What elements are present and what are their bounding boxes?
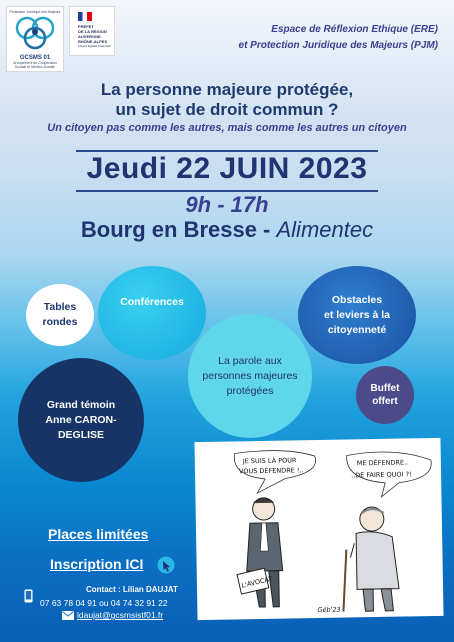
- event-place: [0, 217, 454, 243]
- places-limitees: Places limitées: [48, 526, 149, 542]
- gcsms-emblem-icon: [7, 14, 63, 50]
- gcsms-logo-name: GCSMS 01: [19, 55, 51, 61]
- page-title: [0, 80, 454, 120]
- title-line-1: La personne majeure protégée,: [100, 80, 354, 99]
- contact-email-link[interactable]: ldaujat@gcsmsistf01.fr: [77, 610, 164, 620]
- bubble-buffet: Buffet offert: [356, 366, 414, 424]
- bubble-grand-temoin: Grand témoin Anne CARON-DEGLISE: [18, 358, 144, 482]
- prefet-logo: [69, 6, 115, 56]
- event-venue: Alimentec: [276, 217, 374, 242]
- prefet-logo-text: PRÉFET DE LA RÉGION AUVERGNE- RHÔNE-ALPES Liberté Égalité Fraternité: [78, 24, 111, 48]
- contact-name: Contact : Lilian DAUJAT: [86, 585, 178, 594]
- bubble-tables-rondes: Tables rondes: [26, 284, 94, 346]
- event-hours: 9h - 17h: [185, 192, 269, 217]
- inscription-link[interactable]: Inscription ICI: [50, 556, 144, 572]
- speech-right-line-1: ME DÉFENDRE..: [356, 458, 409, 468]
- event-city: Bourg en Bresse -: [80, 217, 277, 242]
- cartoon-drawing: [194, 438, 443, 620]
- contact-phones: 07 63 78 04 91 ou 04 74 32 91 22: [40, 598, 168, 608]
- click-pointer-icon[interactable]: [157, 556, 175, 574]
- phone-icon: [24, 589, 33, 603]
- bubble-parole: La parole aux personnes majeures protégées: [188, 314, 312, 438]
- bubble-obstacles: Obstacles et leviers à la citoyenneté: [298, 266, 416, 364]
- organizers: [198, 22, 438, 54]
- organizers-line-1: Espace de Réflexion Ethique (ERE): [271, 24, 438, 35]
- event-date: Jeudi 22 JUIN 2023: [86, 152, 368, 185]
- gcsms-logo: [6, 6, 64, 72]
- bubble-conferences: Conférences: [98, 266, 206, 360]
- mail-icon: [62, 611, 74, 620]
- title-line-2: un sujet de droit commun ?: [115, 100, 339, 119]
- subtitle: Un citoyen pas comme les autres, mais comme les autres un citoyen: [47, 122, 407, 134]
- cartoon-illustration: [194, 438, 443, 620]
- organizers-line-2: et Protection Juridique des Majeurs (PJM): [238, 40, 438, 51]
- marianne-flag-icon: [78, 12, 92, 21]
- gcsms-logo-tagline: Groupement de Coopération Sociale et Médico-Sociale: [12, 61, 58, 69]
- gcsms-logo-top-text: Protection Juridique des Majeurs: [9, 10, 61, 14]
- speech-left-line-2: VOUS DÉFENDRE !..: [238, 466, 304, 476]
- cartoon-signature: Géb'23: [317, 605, 341, 615]
- speech-right-line-2: ..DE FAIRE QUOI ?!: [351, 470, 412, 480]
- briefcase-label: L'AVOCAT: [240, 574, 274, 590]
- speech-left-line-1: JE SUIS LÀ POUR: [242, 456, 297, 466]
